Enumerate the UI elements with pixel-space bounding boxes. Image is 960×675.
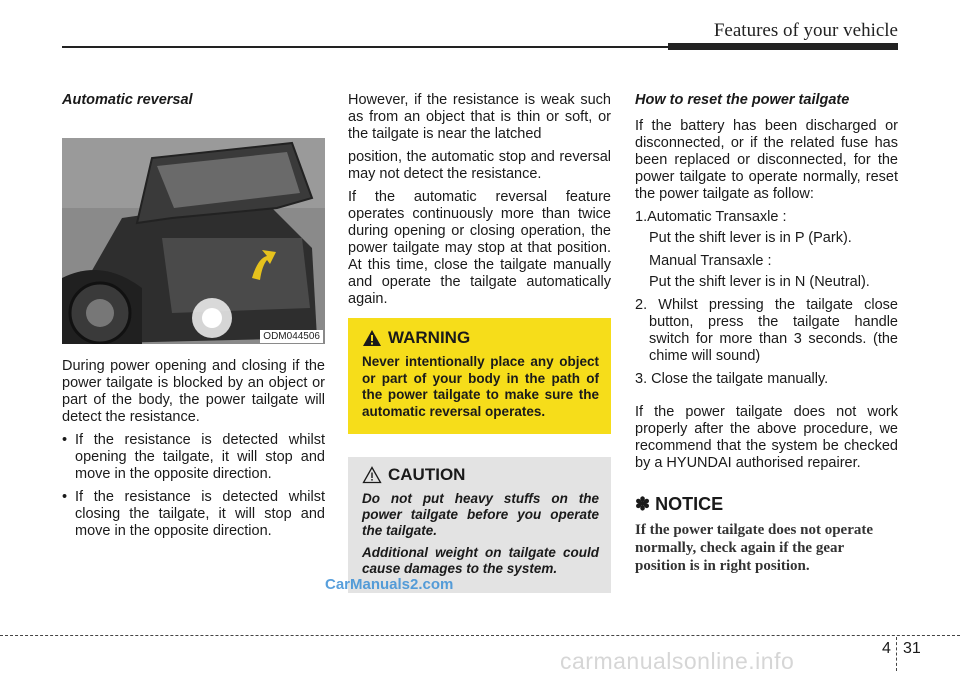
left-intro: During power opening and closing if the power tailgate is blocked by an object or part of the body, the power tailgate will detect the resistance. xyxy=(62,358,325,425)
chapter-number: 4 xyxy=(882,640,891,657)
warning-title xyxy=(362,328,599,348)
tailgate-figure xyxy=(62,138,325,344)
middle-paragraph: However, if the resistance is weak such as from an object that is thin or soft, or the tailgate is near the latched xyxy=(348,92,611,142)
warning-box xyxy=(348,318,611,434)
bullet-item xyxy=(62,489,325,540)
caution-title xyxy=(362,465,599,485)
reset-intro: If the battery has been discharged or disconnected, or if the related fuse has been replaced or disconnected, for the power tailgate to operate normally, reset the power tailgate as follow: xyxy=(635,118,898,202)
warning-title-text: WARNING xyxy=(388,328,471,347)
reset-heading: How to reset the power tailgate xyxy=(635,92,850,108)
caution-title-text: CAUTION xyxy=(388,465,466,484)
bullet-item xyxy=(62,432,325,483)
footer-page-divider xyxy=(896,637,897,671)
tailgate-illustration xyxy=(62,138,325,344)
header-title: Features of your vehicle xyxy=(713,20,898,41)
bullet-text: If the resistance is detected whilst closing the tailgate, it will stop and move in the opposite direction. xyxy=(75,489,325,539)
step-1-label: 1.Automatic Transaxle : xyxy=(635,209,787,225)
step-1-text: Put the shift lever is in P (Park). xyxy=(649,230,852,246)
step-1-manual-label: Manual Transaxle : xyxy=(649,253,772,269)
bullet-icon: • xyxy=(62,432,68,448)
step-3: 3. Close the tailgate manually. xyxy=(635,371,829,387)
footer-watermark: carmanualsonline.info xyxy=(560,648,795,674)
right-column xyxy=(635,92,898,575)
notice-text: If the power tailgate does not operate normally, check again if the gear position is in right position. xyxy=(635,522,874,574)
step-1-manual-text: Put the shift lever is in N (Neutral). xyxy=(649,274,870,290)
automatic-reversal-heading: Automatic reversal xyxy=(62,92,193,108)
caution-text: Do not put heavy stuffs on the power tailgate before you operate the tailgate. xyxy=(362,491,599,538)
caution-text: Additional weight on tailgate could cause damages to the system. xyxy=(362,545,599,576)
warning-text: Never intentionally place any object or part of your body in the path of the power tailgate to make sure the automatic reversal operates. xyxy=(362,354,599,419)
warning-icon xyxy=(362,329,382,347)
bullet-icon: • xyxy=(62,489,68,505)
footer-dashed-rule xyxy=(0,635,960,636)
after-paragraph: If the power tailgate does not work properly after the above procedure, we recommend that the system be checked by a HYUNDAI authorised repairer. xyxy=(635,404,898,471)
figure-code: ODM044506 xyxy=(260,330,323,343)
notice-title: ✽ NOTICE xyxy=(635,494,724,514)
bullet-text: If the resistance is detected whilst opening the tailgate, it will stop and move in the opposite direction. xyxy=(75,432,325,482)
caution-box xyxy=(348,457,611,593)
left-column xyxy=(62,92,325,546)
page-number: 31 xyxy=(903,640,921,657)
header-bar xyxy=(668,43,898,50)
step-2: 2. Whilst pressing the tailgate close button, press the tailgate handle switch for more than 3 seconds. (the chime will sound) xyxy=(635,297,898,364)
watermark-carmanuals2: CarManuals2.com xyxy=(325,576,454,593)
middle-paragraph: If the automatic reversal feature operates continuously more than twice during opening or closing operation, the power tailgate may stop at that position. At this time, close the tailgate manually and operate the tailgate automatically again. xyxy=(348,189,611,307)
middle-paragraph: position, the automatic stop and reversal may not detect the resistance. xyxy=(348,149,611,182)
middle-column xyxy=(348,92,611,593)
caution-icon xyxy=(362,466,382,484)
header-rule xyxy=(62,46,668,48)
